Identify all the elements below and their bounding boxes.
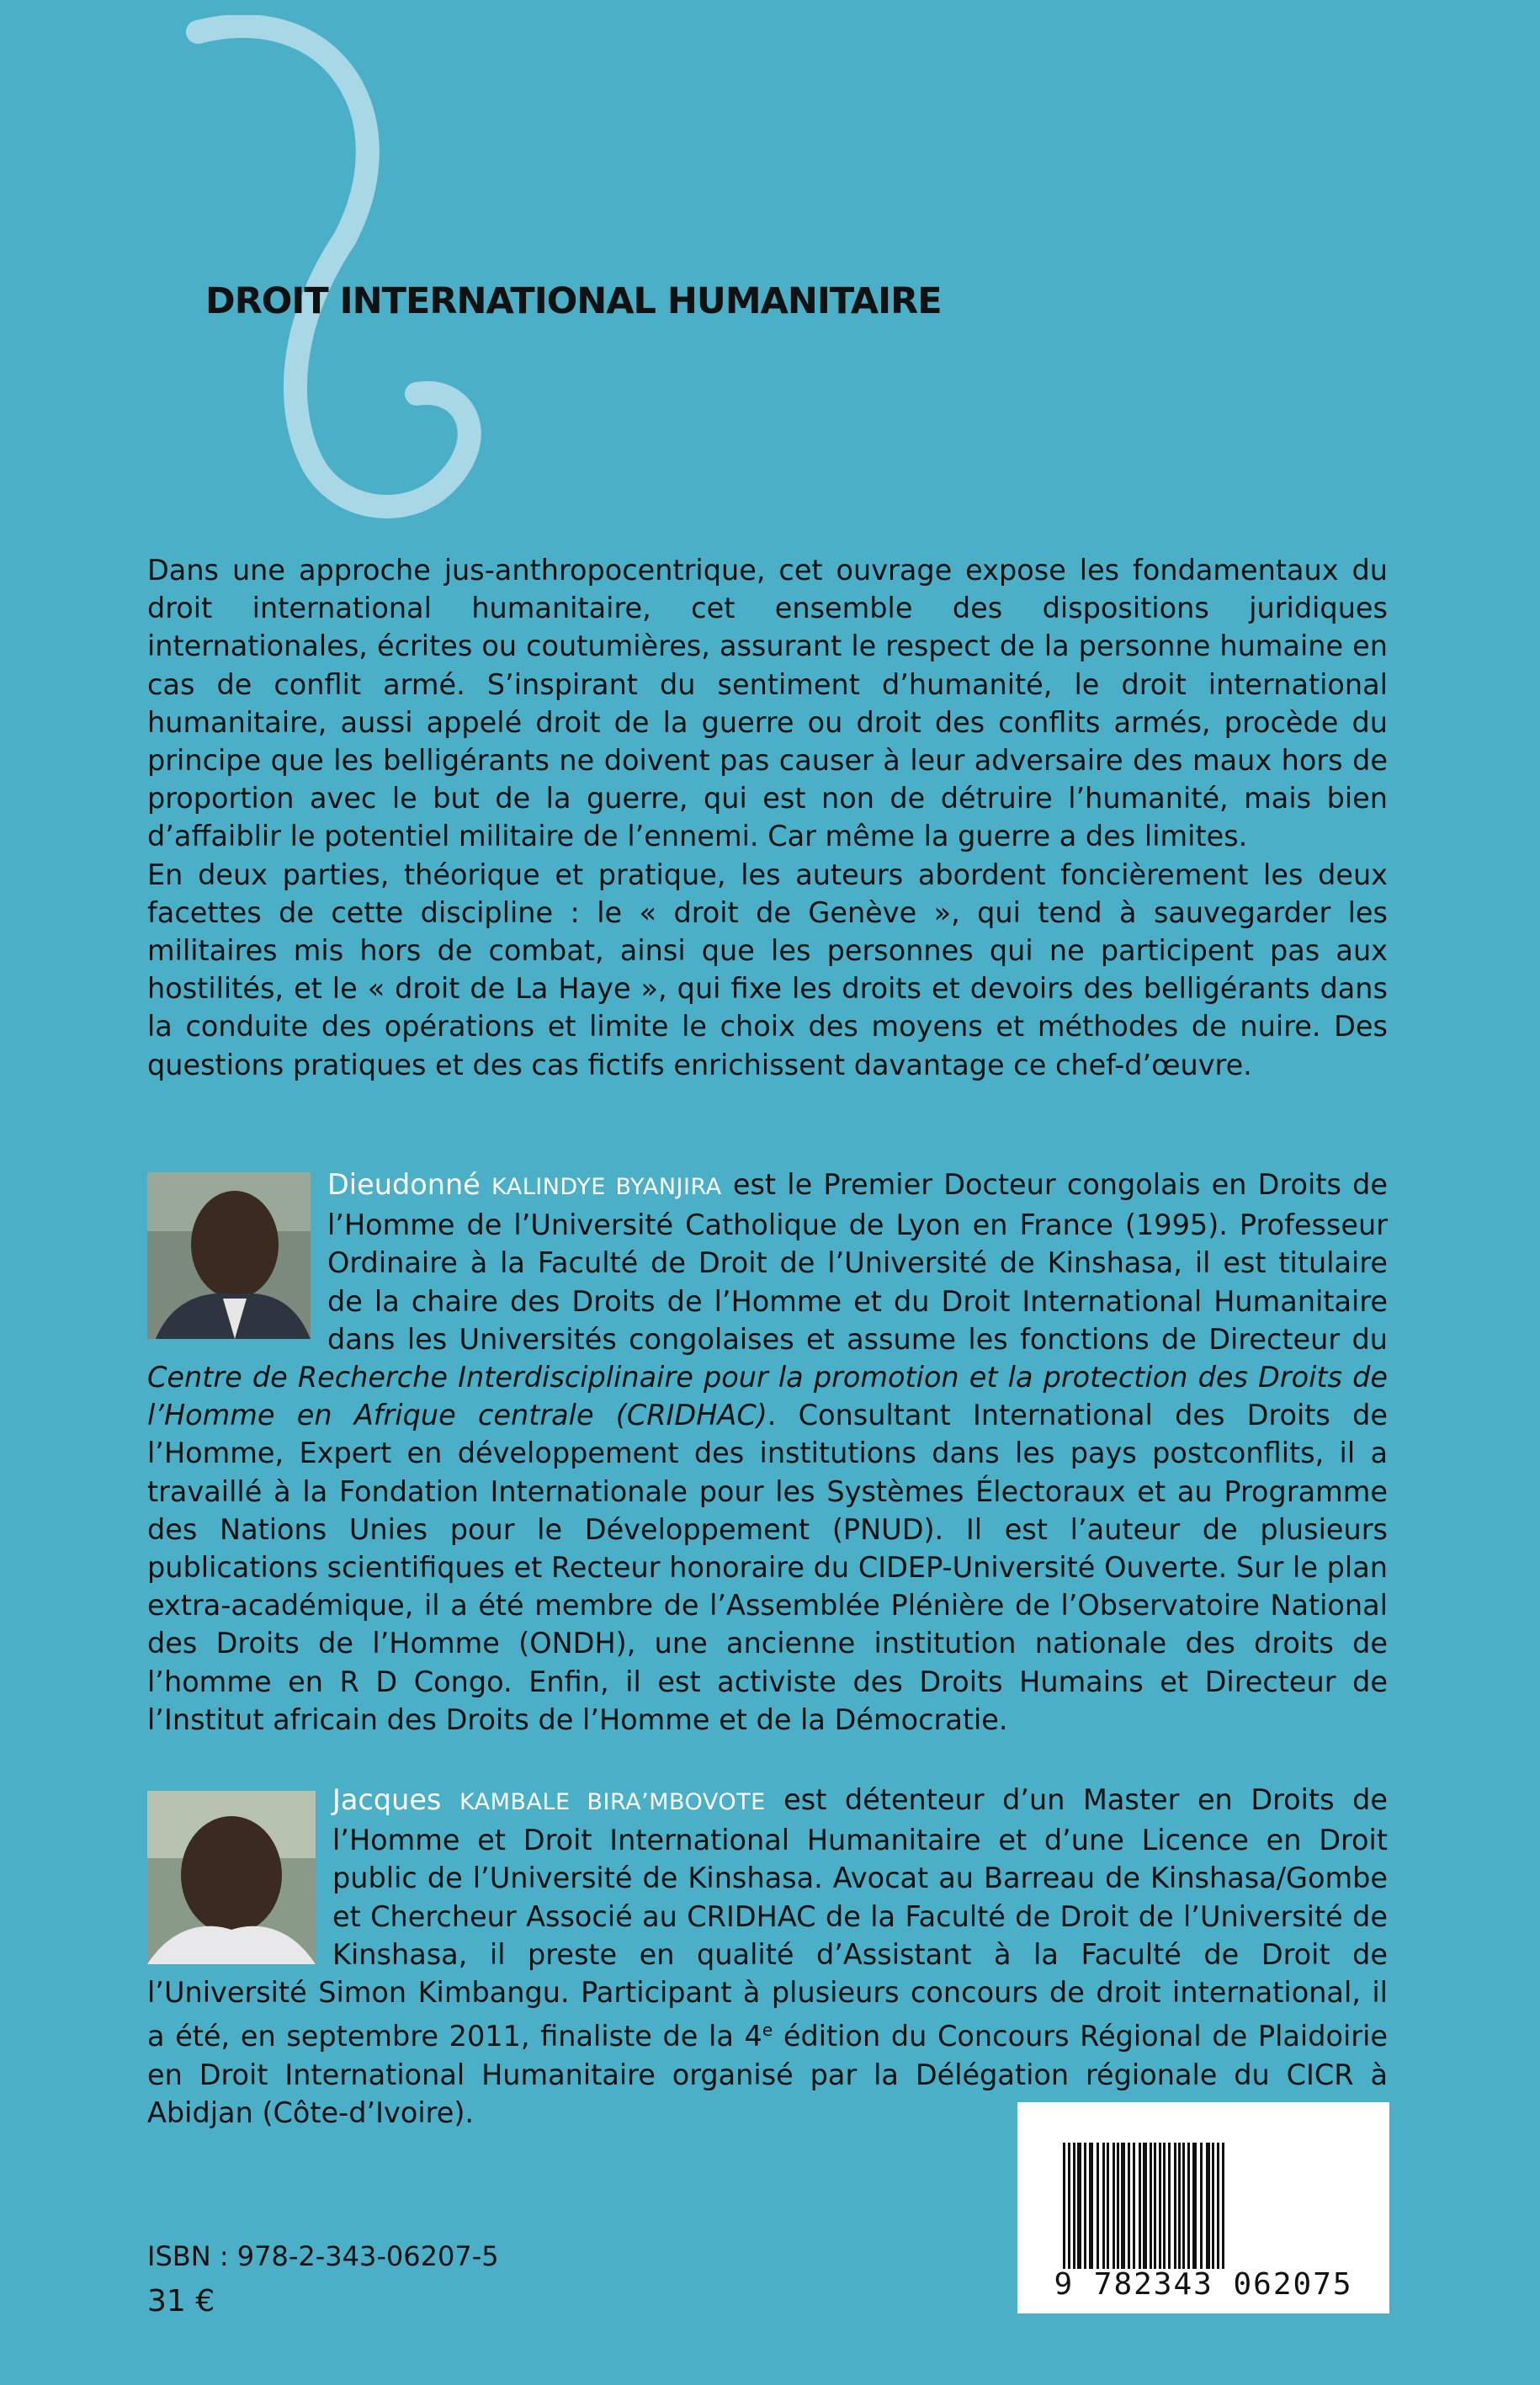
series-title: DROIT INTERNATIONAL HUMANITAIRE bbox=[205, 280, 942, 322]
barcode-bar bbox=[1154, 2143, 1156, 2269]
barcode-bar bbox=[1139, 2143, 1141, 2269]
author-bio-2 bbox=[147, 1781, 1388, 2132]
barcode-bar bbox=[1084, 2143, 1086, 2269]
author-bio-text-2b: édition du Concours Régional de Plaidoirie en Droit International Humanitaire organisé par la Délégation régionale du CICR à Abidjan (Côte-d’Ivoire). bbox=[147, 2020, 1388, 2129]
price-text: 31 € bbox=[147, 2284, 215, 2319]
barcode-bar bbox=[1192, 2143, 1197, 2269]
barcode-bar bbox=[1102, 2143, 1105, 2269]
barcode-bar bbox=[1063, 2143, 1065, 2269]
barcode-bar bbox=[1121, 2143, 1125, 2269]
isbn-text: ISBN : 978-2-343-06207-5 bbox=[147, 2240, 499, 2272]
barcode-bar bbox=[1068, 2143, 1070, 2269]
barcode-bar bbox=[1187, 2143, 1190, 2269]
ordinal-suffix: e bbox=[762, 2020, 773, 2041]
barcode-bar bbox=[1217, 2143, 1219, 2269]
author-bio-text-1b: . Consultant International des Droits de l’Homme, Expert en développement des institutions dans les pays postconflits, il a travaillé à la Fondation Internationale pour les Systèmes Électoraux et au Programme des Nations Unies pour le Développement (PNUD). Il est l’auteur de plusieurs publications scientifiques et Recteur honoraire du CIDEP-Université Ouverte. Sur le plan extra-académique, il a été membre de l’Assemblée Plénière de l’Observatoire National des Droits de l’Homme (ONDH), une ancienne institution nationale des droits de l’homme en R D Congo. Enfin, il est activiste des Droits Humains et Directeur de l’Institut africain des Droits de l’Homme et de la Démocratie. bbox=[147, 1399, 1388, 1736]
barcode-bar bbox=[1089, 2143, 1093, 2269]
author-photo-2 bbox=[147, 1791, 316, 1964]
barcode-bar bbox=[1168, 2143, 1171, 2269]
barcode-bar bbox=[1178, 2143, 1181, 2269]
author-bio-institution: Centre de Recherche Interdisciplinaire pour la promotion et la protection des Droits de l’Homme en Afrique centrale (CRIDHAC) bbox=[147, 1361, 1388, 1432]
barcode-bar bbox=[1182, 2143, 1185, 2269]
summary-paragraph-1: Dans une approche jus-anthropocentrique, cet ouvrage expose les fondamentaux du droit international humanitaire, cet ensemble des dispositions juridiques internationales, écrites ou coutumières, assurant le respect de la personne humaine en cas de conflit armé. S’inspirant du sentiment d’humanité, le droit international humanitaire, aussi appelé droit de la guerre ou droit des conflits armés, procède du principe que les belligérants ne doivent pas causer à leur adversaire des maux hors de proportion avec le but de la guerre, qui est non de détruire l’humanité, mais bien d’affaiblir le potentiel militaire de l’ennemi. Car même la guerre a des limites. bbox=[147, 554, 1388, 853]
barcode-bar bbox=[1206, 2143, 1210, 2269]
book-summary bbox=[147, 551, 1388, 1084]
barcode-bar bbox=[1150, 2143, 1152, 2269]
author-bio-text-1a: est le Premier Docteur congolais en Droits de l’Homme de l’Université Catholique de Lyon en France (1995). Professeur Ordinaire à la Faculté de Droit de l’Université de Kinshasa, il est titulaire de la chaire des Droits de l’Homme et du Droit International Humanitaire dans les Universités congolaises et assume les fonctions de Directeur du bbox=[327, 1168, 1389, 1356]
barcode-bar bbox=[1097, 2143, 1099, 2269]
barcode-bar bbox=[1113, 2143, 1115, 2269]
author-name-2: Jacques KAMBALE BIRA’MBOVOTE bbox=[332, 1783, 766, 1816]
barcode-bar bbox=[1077, 2143, 1081, 2269]
author-bio-1 bbox=[147, 1166, 1388, 1739]
author-name-1: Dieudonné KALINDYE BYANJIRA bbox=[327, 1168, 722, 1201]
barcode-bar bbox=[1163, 2143, 1166, 2269]
author-bio-text-2a: est détenteur d’un Master en Droits de l’Homme et Droit International Humanitaire et d’une Licence en Droit public de l’Université de Kinshasa. Avocat au Barreau de Kinshasa/Gombe et Chercheur Associé au CRIDHAC de la Faculté de Droit de l’Université de Kinshasa, il preste en qualité d’Assistant à la Faculté de Droit de l’Université Simon Kimbangu. Participant à plusieurs concours de droit international, il a été, en septembre 2011, finaliste de la 4 bbox=[147, 1783, 1388, 2053]
barcode-bar bbox=[1174, 2143, 1176, 2269]
barcode-bar bbox=[1143, 2143, 1147, 2269]
barcode-bar bbox=[1133, 2143, 1135, 2269]
barcode-bar bbox=[1107, 2143, 1109, 2269]
barcode-bar bbox=[1200, 2143, 1203, 2269]
summary-paragraph-2: En deux parties, théorique et pratique, les auteurs abordent foncièrement les deux facettes de cette discipline : le « droit de Genève », qui tend à sauvegarder les militaires mis hors de combat, ainsi que les personnes qui ne participent pas aux hostilités, et le « droit de La Haye », qui fixe les droits et devoirs des belligérants dans la conduite des opérations et limite le choix des moyens et méthodes de nuire. Des questions pratiques et des cas fictifs enrichissent davantage ce chef-d’œuvre. bbox=[147, 858, 1388, 1081]
barcode-bars bbox=[1017, 2102, 1389, 2271]
barcode-bar bbox=[1212, 2143, 1214, 2269]
barcode-bar bbox=[1159, 2143, 1161, 2269]
barcode-digits: 9 782343 062075 bbox=[1054, 2267, 1353, 2302]
isbn-barcode bbox=[1017, 2102, 1389, 2313]
barcode-bar bbox=[1222, 2143, 1224, 2269]
barcode-bar bbox=[1128, 2143, 1130, 2269]
barcode-bar bbox=[1073, 2143, 1075, 2269]
barcode-bar bbox=[1117, 2143, 1119, 2269]
author-photo-1 bbox=[147, 1172, 311, 1339]
